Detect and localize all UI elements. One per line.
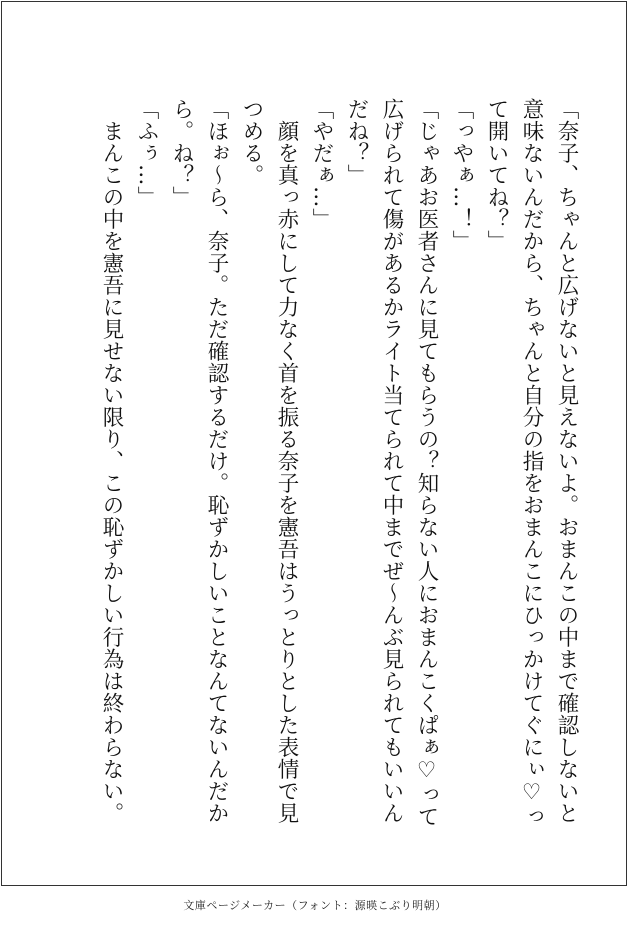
footer-caption: 文庫ページメーカー（フォント：源暎こぶり明朝） (183, 899, 447, 912)
text-line: 顔を真っ赤にして力なく首を振る奈子を憲吾はうっとりとした表情で見 (274, 98, 299, 824)
text-line: 「ほぉ～ら、奈子。ただ確認するだけ。恥ずかしいことなんてないんだか (204, 98, 229, 824)
text-line: 「やだぁ…」 (309, 98, 334, 230)
text-line: 広げられて傷があるかライト当てられて中までぜ～んぶ見られてもいいん (379, 98, 404, 824)
vertical-text-body (94, 98, 584, 828)
text-line: 意味ないんだから、ちゃんと自分の指をおまんこにひっかけてぐにぃ♡っ (519, 98, 544, 828)
text-line: て開いてね？」 (484, 98, 509, 252)
text-line: 「っやぁ…！」 (449, 98, 474, 252)
text-line: 「じゃあお医者さんに見てもらうの？知らない人におまんこくぱぁ♡って (414, 98, 439, 828)
text-line: つめる。 (239, 98, 264, 186)
text-line: まんこの中を憲吾に見せない限り、この恥ずかしい行為は終わらない。 (99, 98, 124, 824)
text-line: だね？」 (344, 98, 369, 186)
text-line: 「ふぅ…」 (134, 98, 159, 208)
text-line: 「奈子、ちゃんと広げないと見えないよ。おまんこの中まで確認しないと (554, 98, 579, 824)
text-line: ら。ね？」 (169, 98, 194, 208)
page-frame (1, 1, 627, 886)
